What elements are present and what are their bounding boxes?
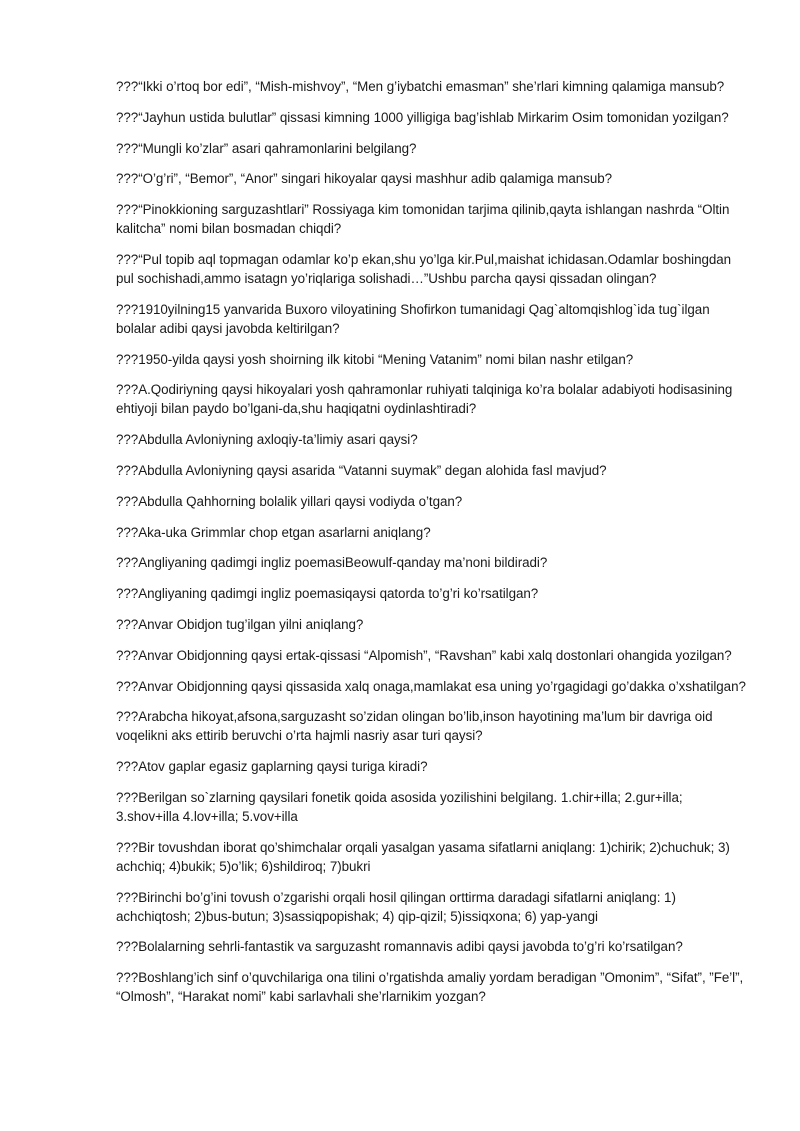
question-item: ???Abdulla Avloniyning qaysi asarida “Vatanni suymak” degan alohida fasl mavjud? [116,462,607,478]
question-item: ???“Jayhun ustida bulutlar” qissasi kimning 1000 yilligiga bag’ishlab Mirkarim Osim tomonidan yozilgan? [116,109,729,125]
question-item: ???“O’g’ri”, “Bemor”, “Anor” singari hikoyalar qaysi mashhur adib qalamiga mansub? [116,171,613,187]
question-item: ???Angliyaning qadimgi ingliz poemasiBeowulf-qanday ma’noni bildiradi? [116,555,548,571]
question-item: ???Bolalarning sehrli-fantastik va sarguzasht romannavis adibi qaysi javobda to’g’ri ko’rsatilgan? [116,939,683,955]
question-item: ???Anvar Obidjonning qaysi qissasida xalq onaga,mamlakat esa uning yo’rgagidagi go’dakka o’xshatilgan? [116,678,746,694]
question-item: ???“Pul topib aql topmagan odamlar ko’p ekan,shu yo’lga kir.Pul,maishat ichidasan.Odamlar boshingdan pul sochishadi,ammo isatagn yo’riqlariga solishadi…”Ushbu parcha qaysi qissadan olingan? [116,251,732,286]
question-list [116,77,746,1018]
question-item: ???Abdulla Qahhorning bolalik yillari qaysi vodiyda o’tgan? [116,493,463,509]
question-item: ???“Ikki o’rtoq bor edi”, “Mish-mishvoy”, “Men g’iybatchi emasman” she’rlari kimning qalamiga mansub? [116,79,725,94]
question-item: ???Atov gaplar egasiz gaplarning qaysi turiga kiradi? [116,759,428,775]
question-item: ???A.Qodiriyning qaysi hikoyalari yosh qahramonlar ruhiyati talqiniga ko’ra bolalar adabiyoti hodisasining ehtiyoji bilan paydo bo’lgani-da,shu haqiqatni oydinlashtiradi? [116,382,733,417]
question-item: ???“Pinokkioning sarguzashtlari” Rossiyaga kim tomonidan tarjima qilinib,qayta ishlangan nashrda “Oltin kalitcha” nomi bilan bosmadan chiqdi? [116,202,730,237]
question-item: ???Anvar Obidjonning qaysi ertak-qissasi “Alpomish”, “Ravshan” kabi xalq dostonlari ohangida yozilgan? [116,647,732,663]
question-item: ???Anvar Obidjon tug’ilgan yilni aniqlang? [116,616,364,632]
question-item: ???Berilgan so`zlarning qaysilari fonetik qoida asosida yozilishini belgilang. 1.chir+illa; 2.gur+illa; 3.shov+illa 4.lov+illa; 5.vov+illa [116,789,683,824]
question-item: ???1910yilning15 yanvarida Buxoro viloyatining Shofirkon tumanidagi Qag`altomqishlog`ida tug`ilgan bolalar adibi qaysi javobda keltirilgan? [116,301,710,336]
question-item: ???“Mungli ko’zlar” asari qahramonlarini belgilang? [116,140,417,156]
question-item: ???Bir tovushdan iborat qo’shimchalar orqali yasalgan yasama sifatlarni aniqlang: 1)chirik; 2)chuchuk; 3) achchiq; 4)bukik; 5)o’lik; 6)shildiroq; 7)bukri [116,839,730,874]
question-item: ???Boshlang’ich sinf o’quvchilariga ona tilini o’rgatishda amaliy yordam beradigan ”Omonim”, “Sifat”, ”Fe’l”, “Olmosh”, “Harakat nomi” kabi sarlavhali she’rlarnikim yozgan? [116,970,744,1005]
question-item: ???Arabcha hikoyat,afsona,sarguzasht so’zidan olingan bo’lib,inson hayotining ma’lum bir davriga oid voqelikni aks ettirib beruvchi o’rta hajmli nasriy asar turi qaysi? [116,709,713,744]
question-item: ???Aka-uka Grimmlar chop etgan asarlarni aniqlang? [116,524,431,540]
question-item: ???Angliyaning qadimgi ingliz poemasiqaysi qatorda to’g’ri ko’rsatilgan? [116,586,539,602]
question-item: ???1950-yilda qaysi yosh shoirning ilk kitobi “Mening Vatanim” nomi bilan nashr etilgan? [116,351,634,367]
question-item: ???Birinchi bo’g’ini tovush o’zgarishi orqali hosil qilingan orttirma daradagi sifatlarni aniqlang: 1) achchiqtosh; 2)bus-butun; 3)sassiqpopishak; 4) qip-qizil; 5)issiqxona; 6) yap-yangi [116,889,676,924]
question-item: ???Abdulla Avloniyning axloqiy-ta’limiy asari qaysi? [116,432,418,448]
